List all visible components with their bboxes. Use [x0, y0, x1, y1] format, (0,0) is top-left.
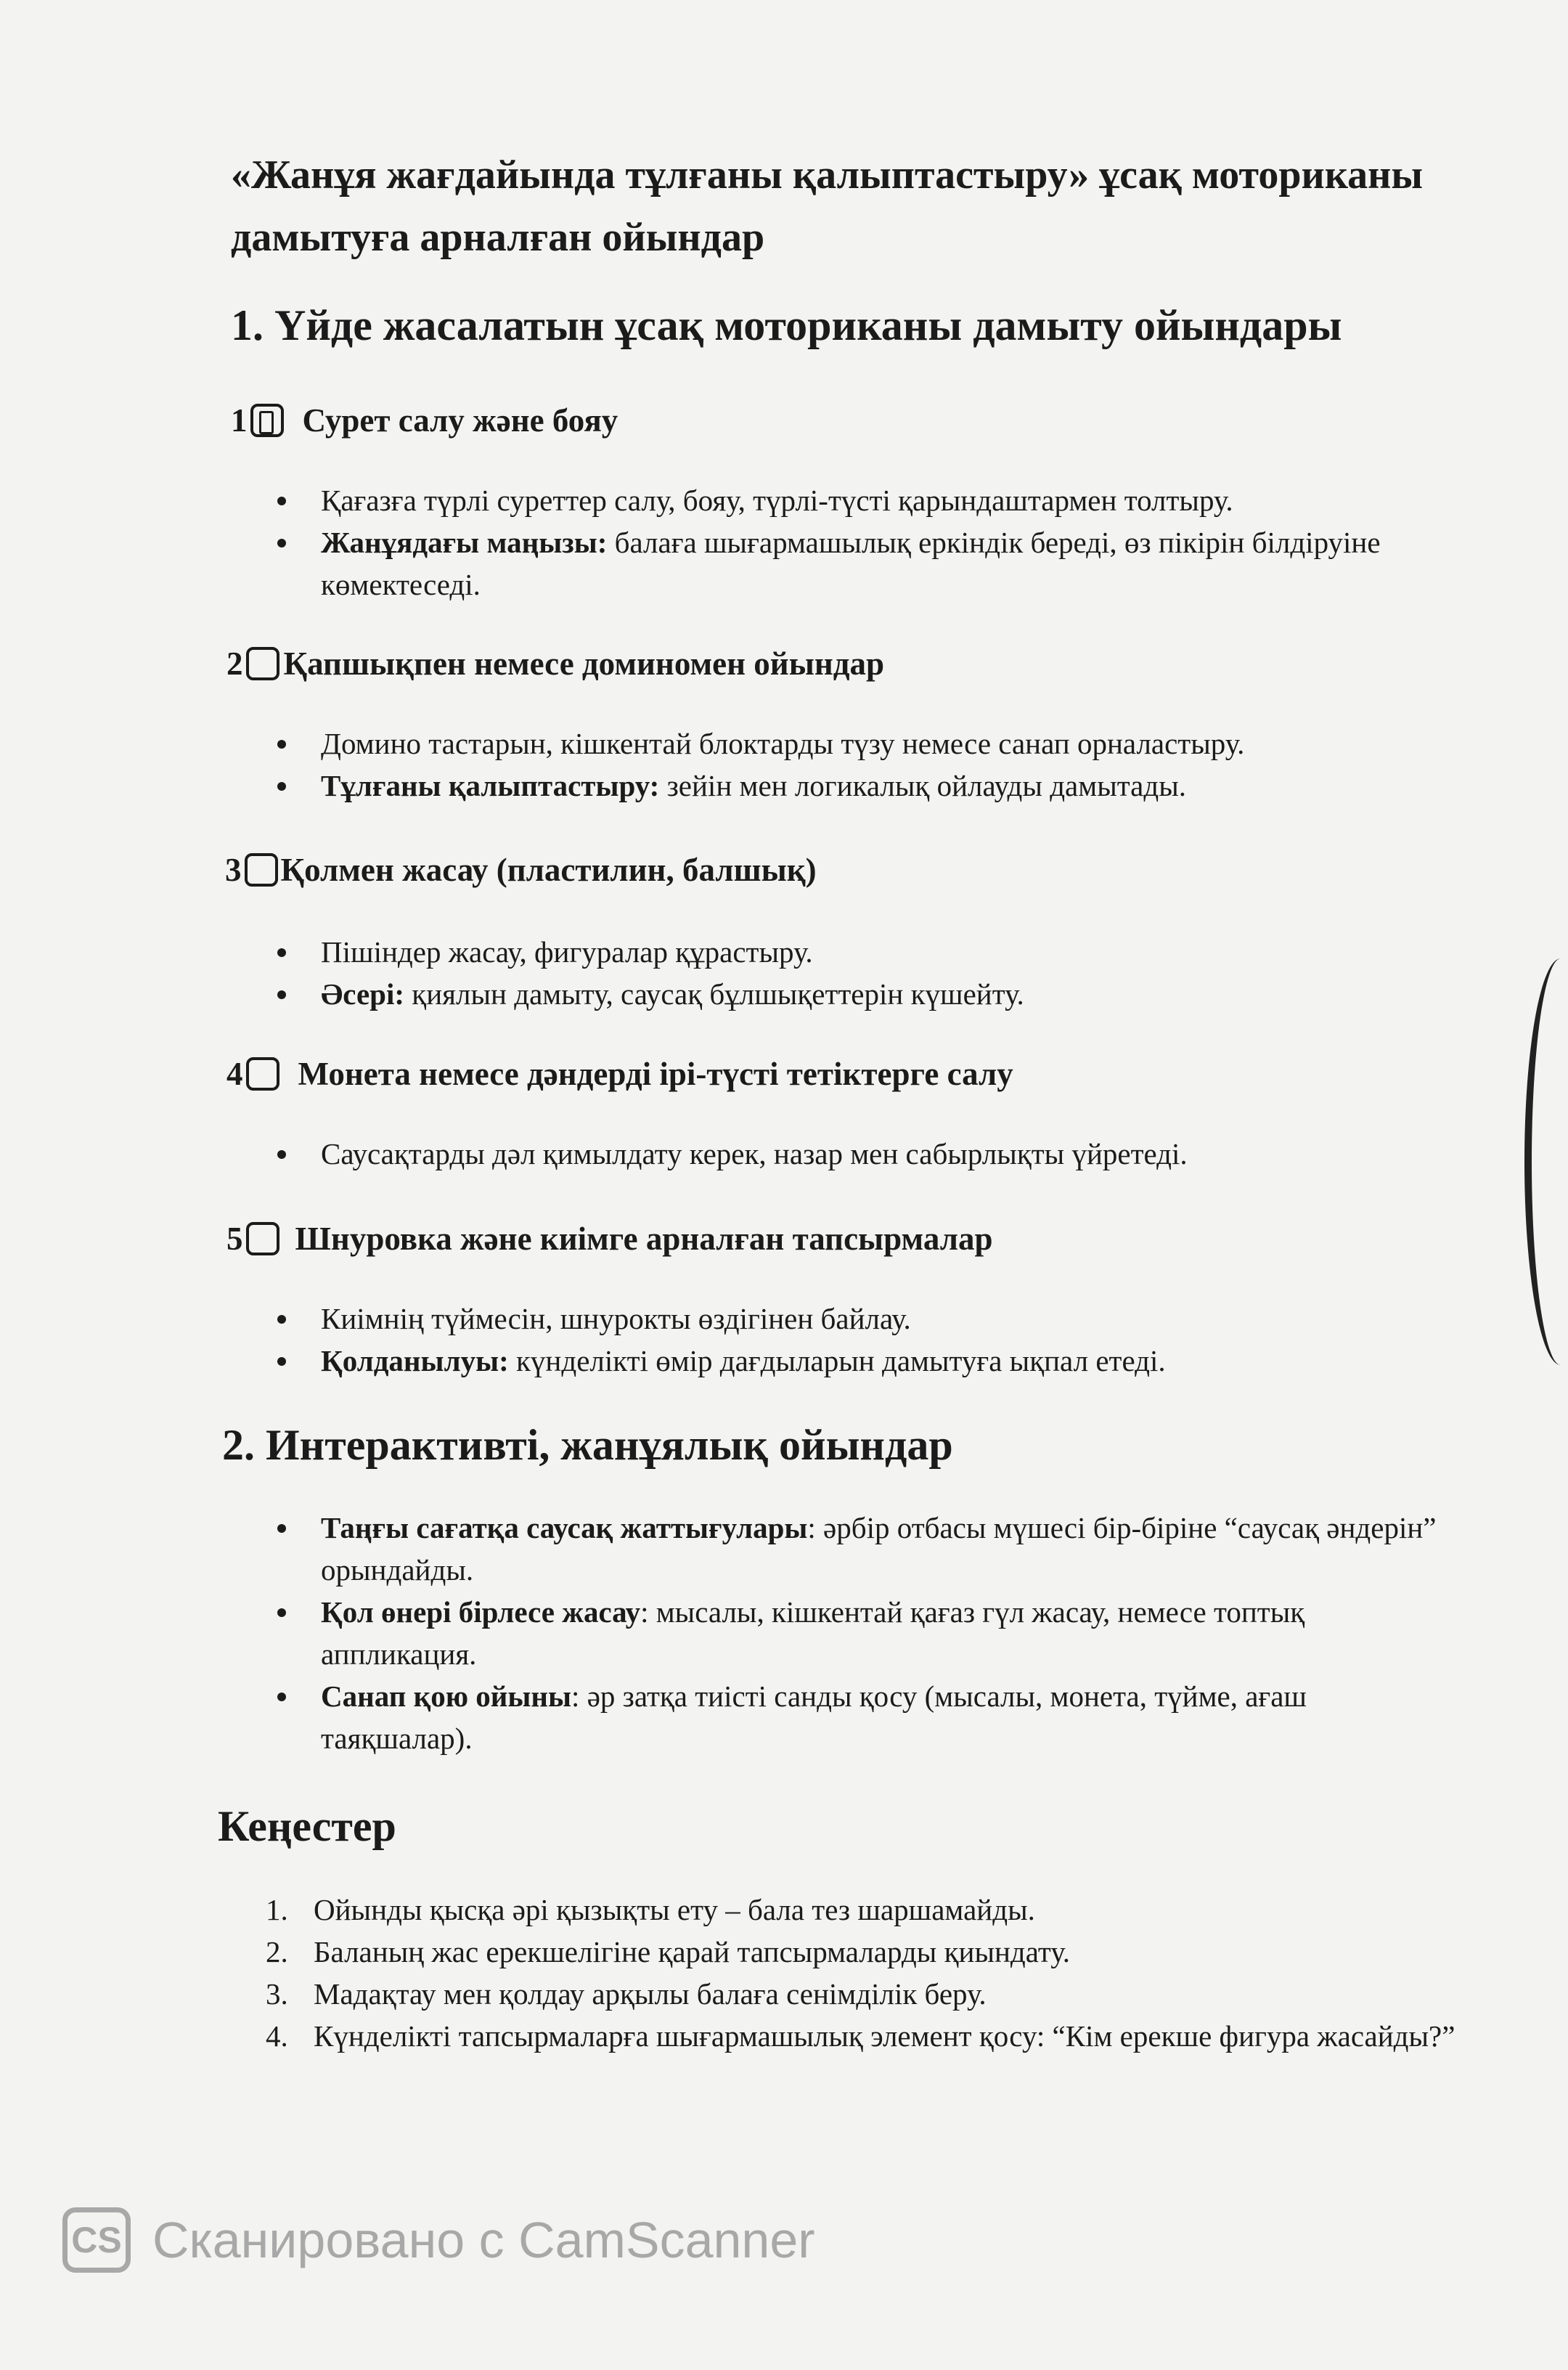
camscanner-watermark	[62, 2207, 815, 2273]
item2-number: 2	[226, 646, 243, 682]
item4-title: Монета немесе дәндерді ірі-түсті тетіктерге салу	[298, 1056, 1013, 1092]
list-item: Домино тастарын, кішкентай блоктарды түзу немесе санап орналастыру.	[273, 722, 1471, 765]
list-item: Таңғы сағатқа саусақ жаттығулары: әрбір отбасы мүшесі бір-біріне “саусақ әндерін” орындайды.	[273, 1507, 1449, 1591]
document-title: «Жанұя жағдайында тұлғаны қалыптастыру» ұсақ моториканы дамытуға арналған ойындар	[231, 152, 1424, 260]
tips-heading: Кеңестер	[218, 1802, 396, 1850]
item2-bullets	[273, 722, 1471, 807]
list-item: Санап қою ойыны: әр затқа тиісті санды қосу (мысалы, монета, түйме, ағаш таяқшалар).	[273, 1675, 1449, 1759]
checkbox-icon	[250, 404, 284, 437]
list-item: Тұлғаны қалыптастыру: зейін мен логикалық ойлауды дамытады.	[273, 765, 1471, 807]
section2-bullets	[273, 1507, 1449, 1759]
item1-bullets	[273, 479, 1471, 606]
item4-bullets	[273, 1133, 1471, 1175]
list-item: Жанұядағы маңызы: балаға шығармашылық еркіндік береді, өз пікірін білдіруіне көмектеседі.	[273, 521, 1471, 606]
list-item: Киімнің түймесін, шнурокты өздігінен байлау.	[273, 1298, 1471, 1340]
item3-title: Қолмен жасау (пластилин, балшық)	[280, 852, 817, 888]
checkbox-icon	[246, 1222, 279, 1255]
list-item: Пішіндер жасау, фигуралар құрастыру.	[273, 931, 1471, 973]
item1-number: 1	[231, 402, 248, 439]
list-item: Қолданылуы: күнделікті өмір дағдыларын дамытуға ықпал етеді.	[273, 1340, 1471, 1382]
list-item: 4. Күнделікті тапсырмаларға шығармашылық элемент қосу: “Кім ерекше фигура жасайды?”	[266, 2019, 1455, 2053]
item4-number: 4	[226, 1056, 243, 1092]
item1-heading	[231, 400, 618, 441]
item5-title: Шнуровка және киімге арналған тапсырмалар	[295, 1221, 993, 1257]
checkbox-icon	[246, 647, 279, 680]
item3-bullets	[273, 931, 1471, 1015]
list-item: 3. Мадақтау мен қолдау арқылы балаға сенімділік беру.	[266, 1977, 987, 2011]
item2-heading	[226, 643, 884, 684]
checkbox-icon	[245, 853, 278, 887]
list-item: Саусақтарды дәл қимылдату керек, назар мен сабырлықты үйретеді.	[273, 1133, 1471, 1175]
item5-heading	[226, 1218, 993, 1259]
list-item: Қол өнері бірлесе жасау: мысалы, кішкентай қағаз гүл жасау, немесе топтық аппликация.	[273, 1591, 1449, 1675]
item5-number: 5	[226, 1221, 243, 1257]
section1-heading: 1. Үйде жасалатын ұсақ моториканы дамыту ойындары	[231, 301, 1342, 349]
item3-number: 3	[225, 852, 242, 888]
item4-heading	[226, 1054, 1013, 1094]
camscanner-logo-icon: CS	[62, 2207, 131, 2273]
list-item: Қағазға түрлі суреттер салу, бояу, түрлі-түсті қарындаштармен толтыру.	[273, 479, 1471, 521]
section2-heading: 2. Интерактивті, жанұялық ойындар	[222, 1421, 953, 1469]
checkbox-icon	[246, 1057, 279, 1091]
item1-title: Сурет салу және бояу	[302, 402, 618, 439]
watermark-text: Сканировано с CamScanner	[152, 2212, 815, 2268]
list-item: 1. Ойынды қысқа әрі қызықты ету – бала тез шаршамайды.	[266, 1893, 1035, 1926]
list-item: Әсері: қиялын дамыту, саусақ бұлшықеттерін күшейту.	[273, 973, 1471, 1015]
list-item: 2. Баланың жас ерекшелігіне қарай тапсырмаларды қиындату.	[266, 1935, 1070, 1968]
item3-heading	[225, 850, 817, 890]
item2-title: Қапшықпен немесе доминомен ойындар	[283, 646, 885, 682]
page-edge-shadow	[1524, 958, 1568, 1365]
tips-list	[266, 1889, 1456, 2057]
item5-bullets	[273, 1298, 1471, 1382]
